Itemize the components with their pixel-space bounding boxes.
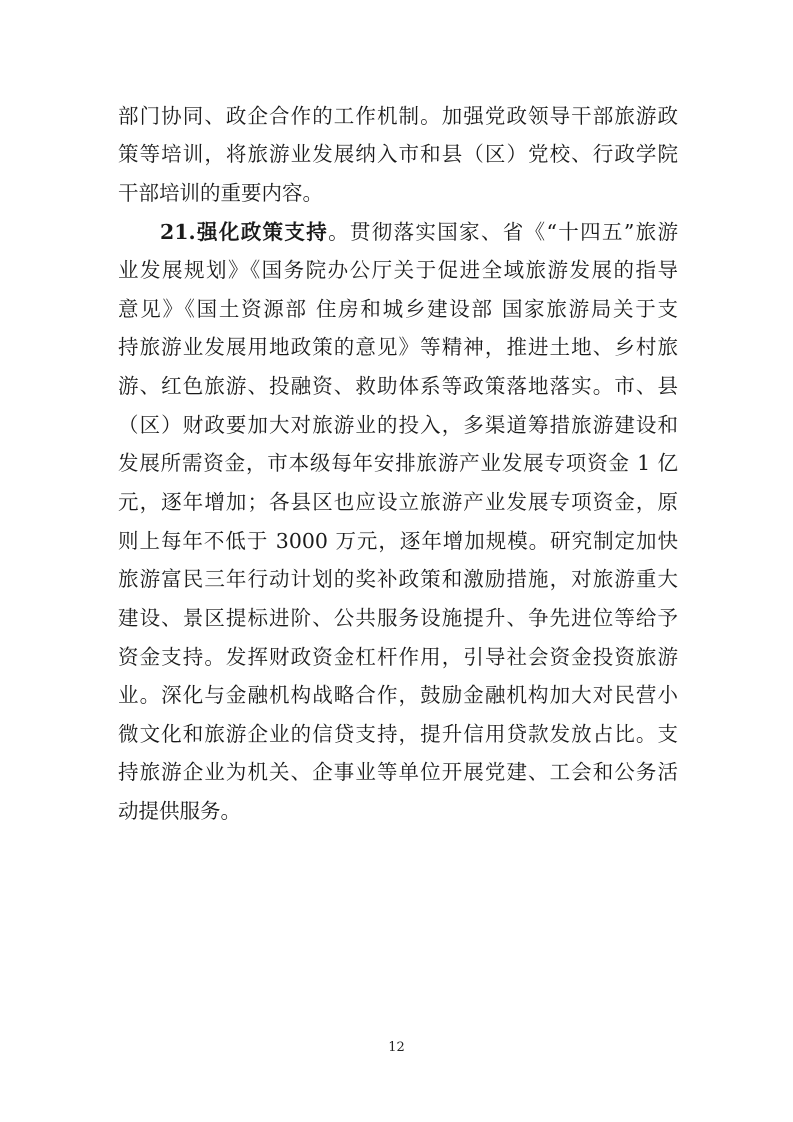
paragraph-2-line-2: 业发展规划》《国务院办公厅关于促进全域旅游发展的指导 (118, 258, 678, 282)
paragraph-1-line-3: 干部培训的重要内容。 (118, 181, 323, 205)
section-heading: 21.强化政策支持 (160, 220, 329, 244)
paragraph-2-line-4: 持旅游业发展用地政策的意见》等精神，推进土地、乡村旅 (118, 335, 678, 359)
paragraph-2-line-7: 发展所需资金，市本级每年安排旅游产业发展专项资金 1 亿 (118, 451, 678, 475)
paragraph-2-line-12: 资金支持。发挥财政资金杠杆作用，引导社会资金投资旅游 (118, 645, 678, 669)
paragraph-2-line-14: 微文化和旅游企业的信贷支持，提升信用贷款发放占比。支 (118, 722, 678, 746)
paragraph-2-line-9: 则上每年不低于 3000 万元，逐年增加规模。研究制定加快 (118, 529, 678, 553)
paragraph-2-line-6: （区）财政要加大对旅游业的投入，多渠道筹措旅游建设和 (118, 413, 678, 437)
paragraph-1-line-1: 部门协同、政企合作的工作机制。加强党政领导干部旅游政 (118, 104, 678, 128)
paragraph-2-line-15: 持旅游企业为机关、企事业等单位开展党建、工会和公务活 (118, 760, 678, 784)
paragraph-2-line-16: 动提供服务。 (118, 799, 241, 823)
paragraph-2-line-5: 游、红色旅游、投融资、救助体系等政策落地落实。市、县 (118, 374, 678, 398)
paragraph-2-line-8: 元，逐年增加；各县区也应设立旅游产业发展专项资金，原 (118, 490, 678, 514)
page-number: 12 (388, 1040, 405, 1055)
paragraph-2-line-13: 业。深化与金融机构战略合作，鼓励金融机构加大对民营小 (118, 683, 678, 707)
paragraph-2-line-1-text: 。贯彻落实国家、省《“十四五”旅游 (328, 220, 678, 244)
paragraph-1-line-2: 策等培训，将旅游业发展纳入市和县（区）党校、行政学院 (118, 142, 678, 166)
paragraph-2-line-10: 旅游富民三年行动计划的奖补政策和激励措施，对旅游重大 (118, 567, 678, 591)
paragraph-2-line-11: 建设、景区提标进阶、公共服务设施提升、争先进位等给予 (118, 606, 678, 630)
paragraph-2-line-3: 意见》《国土资源部 住房和城乡建设部 国家旅游局关于支 (118, 297, 678, 321)
paragraph-2-line-1 (160, 218, 678, 246)
